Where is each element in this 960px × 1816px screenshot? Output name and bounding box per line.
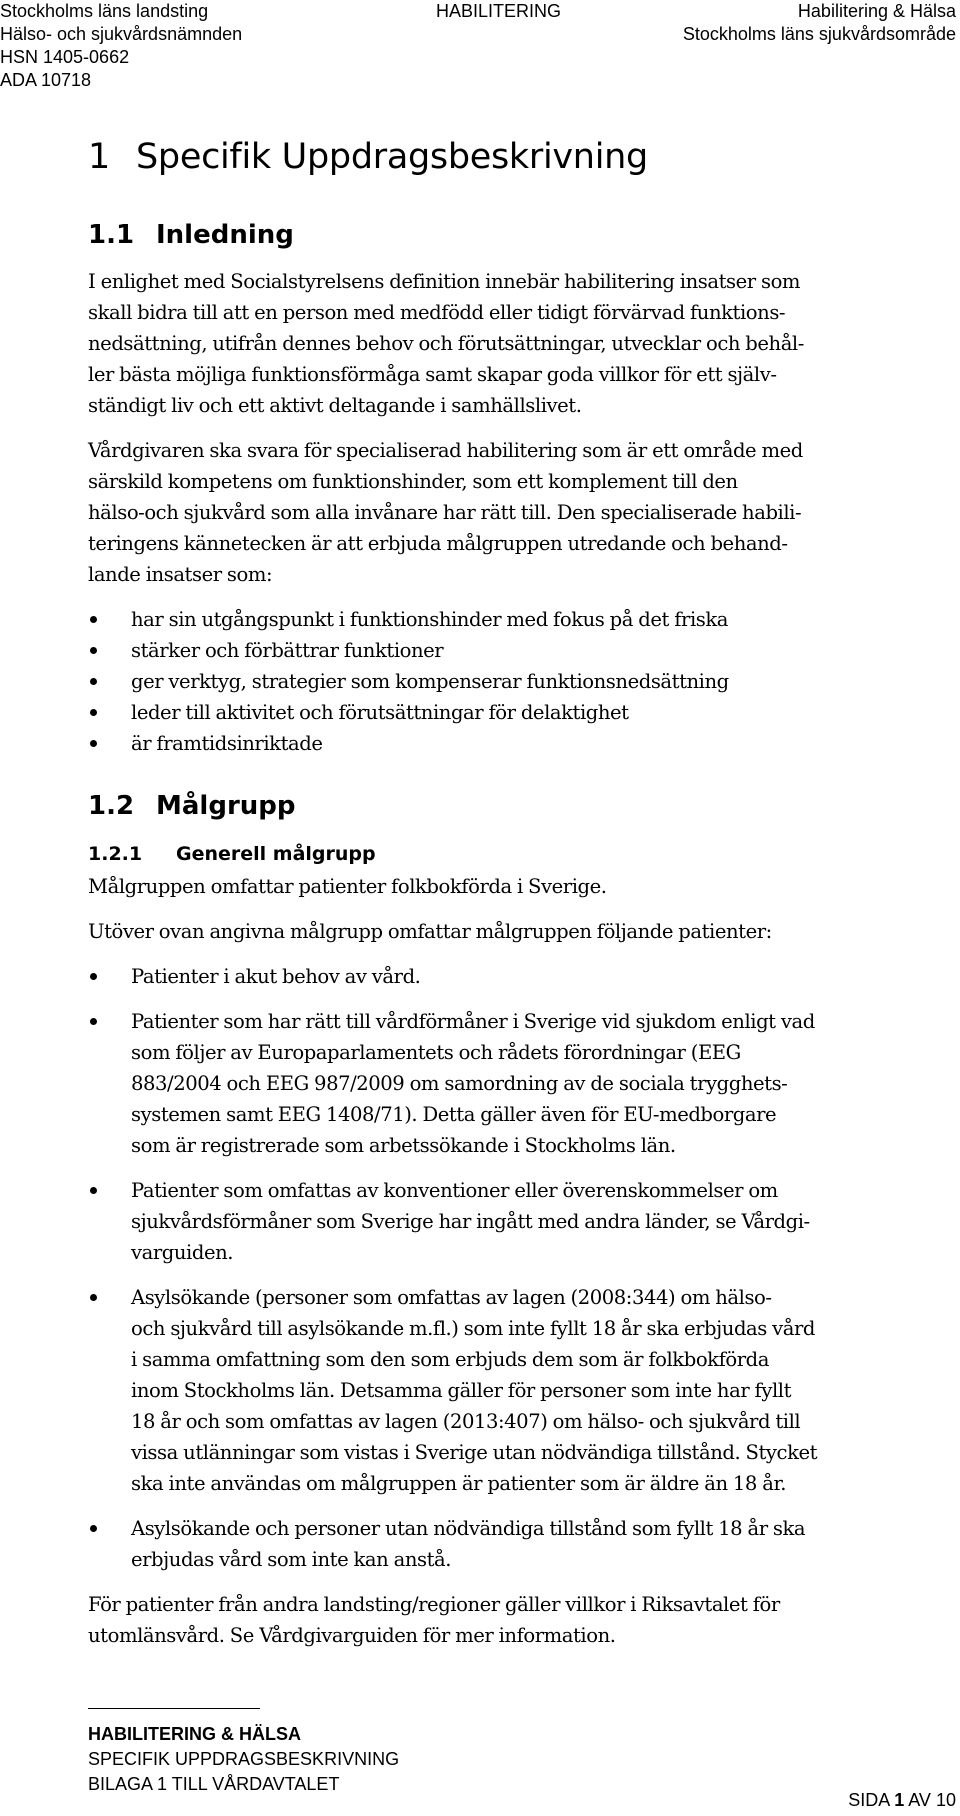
header-ada-number: ADA 10718: [0, 70, 92, 90]
bullet-icon: [90, 1187, 97, 1194]
page-of: AV: [908, 1790, 931, 1810]
footer-attachment: BILAGA 1 TILL VÅRDAVTALET: [88, 1774, 340, 1794]
other-regions-paragraph: [88, 1589, 960, 1651]
list-item-line: varguiden.: [131, 1241, 234, 1264]
header-provider: Habilitering & Hälsa: [797, 1, 956, 21]
subsection-title: Generell målgrupp: [176, 843, 376, 865]
page-total: 10: [935, 1790, 956, 1810]
list-item: [88, 1513, 960, 1575]
list-item-line: ska inte användas om målgruppen är patienter som är äldre än 18 år.: [131, 1472, 786, 1495]
list-item-line: vissa utlänningar som vistas i Sverige utan nödvändiga tillstånd. Stycket: [131, 1441, 818, 1464]
list-item-line: Asylsökande och personer utan nödvändiga tillstånd som fyllt 18 år ska: [131, 1517, 806, 1540]
subsection-heading-generell-malgrupp: [88, 841, 960, 867]
list-item-text: leder till aktivitet och förutsättningar för delaktighet: [131, 701, 629, 724]
list-item: [88, 961, 960, 992]
paragraph-line: Vårdgivaren ska svara för specialiserad habilitering som är ett område med: [88, 439, 803, 462]
provider-paragraph: [88, 435, 960, 590]
document-body: [88, 132, 960, 1665]
header-left: [0, 0, 242, 92]
bullet-icon: [90, 740, 97, 747]
section-heading-malgrupp: [88, 789, 960, 823]
list-item-line: och sjukvård till asylsökande m.fl.) som inte fyllt 18 år ska erbjudas vård: [131, 1317, 816, 1340]
list-item-line: Patienter som omfattas av konventioner eller överenskommelser om: [131, 1179, 778, 1202]
section-number: 1.1: [88, 220, 135, 250]
paragraph-line: hälso-och sjukvård som alla invånare har rätt till. Den specialiserade habili-: [88, 501, 802, 524]
list-item: [88, 666, 960, 697]
list-item: [88, 1175, 960, 1268]
header-committee: Hälso- och sjukvårdsnämnden: [0, 24, 243, 44]
list-item-line: sjukvårdsförmåner som Sverige har ingått med andra länder, se Vårdgi-: [131, 1210, 810, 1233]
header-hsn-number: HSN 1405-0662: [0, 47, 130, 67]
header-area: Stockholms läns sjukvårdsområde: [682, 24, 956, 44]
list-item-line: i samma omfattning som den som erbjuds dem som är folkbokförda: [131, 1348, 769, 1371]
list-item: [88, 635, 960, 666]
bullet-icon: [90, 678, 97, 685]
list-item-line: inom Stockholms län. Detsamma gäller för personer som inte har fyllt: [131, 1379, 792, 1402]
paragraph-line: lande insatser som:: [88, 563, 273, 586]
paragraph-line: För patienter från andra landsting/regioner gäller villkor i Riksavtalet för: [88, 1593, 780, 1616]
page-prefix: SIDA: [848, 1790, 890, 1810]
patient-categories-list: [88, 961, 960, 1575]
section-heading-inledning: [88, 218, 960, 252]
list-item-line: Patienter som har rätt till vårdförmåner i Sverige vid sjukdom enligt vad: [131, 1010, 815, 1033]
bullet-icon: [90, 616, 97, 623]
header-topic: HABILITERING: [436, 1, 562, 21]
chapter-title: Specifik Uppdragsbeskrivning: [136, 137, 648, 177]
list-item: [88, 604, 960, 635]
paragraph-line: utomlänsvård. Se Vårdgivarguiden för mer information.: [88, 1624, 616, 1647]
footer-provider: HABILITERING & HÄLSA: [88, 1724, 301, 1744]
page-footer: [88, 1722, 399, 1797]
list-item: [88, 1006, 960, 1161]
list-item-text: ger verktyg, strategier som kompenserar funktionsnedsättning: [131, 670, 729, 693]
bullet-icon: [90, 973, 97, 980]
list-item-text: stärker och förbättrar funktioner: [131, 639, 444, 662]
paragraph-line: särskild kompetens om funktionshinder, som ett komplement till den: [88, 470, 738, 493]
target-group-paragraph: [88, 871, 960, 902]
list-item-line: Patienter i akut behov av vård.: [131, 965, 421, 988]
list-item-line: som följer av Europaparlamentets och rådets förordningar (EEG: [131, 1041, 741, 1064]
bullet-icon: [90, 1018, 97, 1025]
habilitation-features-list: [88, 604, 960, 759]
paragraph-line: nedsättning, utifrån dennes behov och förutsättningar, utvecklar och behål-: [88, 332, 804, 355]
bullet-icon: [90, 1294, 97, 1301]
chapter-number: 1: [88, 137, 110, 177]
page-number: [848, 1788, 956, 1812]
subsection-number: 1.2.1: [88, 843, 143, 865]
bullet-icon: [90, 647, 97, 654]
list-item-line: som är registrerade som arbetssökande i Stockholms län.: [131, 1134, 676, 1157]
chapter-heading: [88, 132, 960, 182]
header-center: [436, 0, 561, 23]
footer-divider: [88, 1708, 260, 1709]
paragraph-line: ständigt liv och ett aktivt deltagande i samhällslivet.: [88, 394, 582, 417]
list-item-line: erbjudas vård som inte kan anstå.: [131, 1548, 452, 1571]
list-item-text: har sin utgångspunkt i funktionshinder med fokus på det friska: [131, 608, 729, 631]
intro-paragraph: [88, 266, 960, 421]
bullet-icon: [90, 1525, 97, 1532]
list-item: [88, 728, 960, 759]
page-header: [0, 0, 960, 96]
additional-patients-paragraph: [88, 916, 960, 947]
paragraph-line: ler bästa möjliga funktionsförmåga samt skapar goda villkor för ett själv-: [88, 363, 777, 386]
list-item: [88, 1282, 960, 1499]
list-item-line: Asylsökande (personer som omfattas av lagen (2008:344) om hälso-: [131, 1286, 772, 1309]
section-number: 1.2: [88, 791, 135, 821]
list-item: [88, 697, 960, 728]
paragraph-line: Målgruppen omfattar patienter folkbokförda i Sverige.: [88, 875, 607, 898]
paragraph-line: I enlighet med Socialstyrelsens definition innebär habilitering insatser som: [88, 270, 801, 293]
header-right: [683, 0, 956, 46]
header-org: Stockholms läns landsting: [0, 1, 209, 21]
section-title: Inledning: [156, 220, 294, 250]
footer-document-title: SPECIFIK UPPDRAGSBESKRIVNING: [88, 1749, 400, 1769]
section-title: Målgrupp: [156, 791, 296, 821]
paragraph-line: skall bidra till att en person med medfödd eller tidigt förvärvad funktions-: [88, 301, 786, 324]
list-item-line: systemen samt EEG 1408/71). Detta gäller även för EU-medborgare: [131, 1103, 777, 1126]
list-item-line: 18 år och som omfattas av lagen (2013:407) om hälso- och sjukvård till: [131, 1410, 801, 1433]
page-current: 1: [894, 1790, 905, 1810]
list-item-text: är framtidsinriktade: [131, 732, 323, 755]
list-item-line: 883/2004 och EEG 987/2009 om samordning av de sociala trygghets-: [131, 1072, 788, 1095]
paragraph-line: teringens kännetecken är att erbjuda målgruppen utredande och behand-: [88, 532, 788, 555]
paragraph-line: Utöver ovan angivna målgrupp omfattar målgruppen följande patienter:: [88, 920, 772, 943]
bullet-icon: [90, 709, 97, 716]
